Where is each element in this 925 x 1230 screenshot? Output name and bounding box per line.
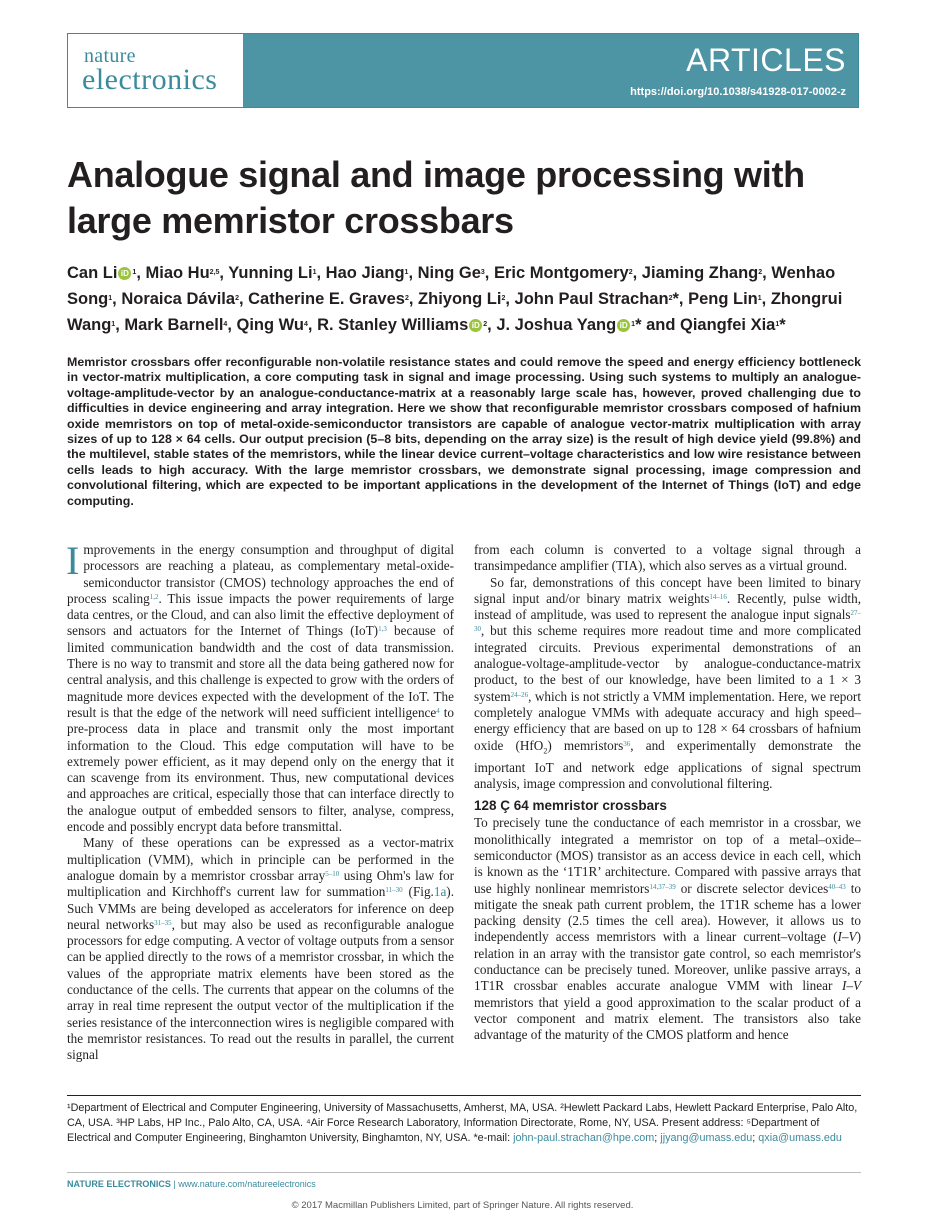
citation[interactable]: 27–30 <box>474 609 861 634</box>
citation[interactable]: 36 <box>623 739 631 748</box>
paragraph: So far, demonstrations of this concept have been limited to binary signal input and/or binary matrix weights$^{14-16}$. Recently, pulse width, instead of amplitude, was used to represent the analogue input signals$^{27-30}$, but this scheme requires more readout time and more complicated integrated circuits. Previous experimental demonstrations of an analogue-voltage-amplitude-vector by analogue-conductance-matrix product, to the best of our knowledge, have been limited to a 1 × 3 system$^{24-26}$, which is not strictly a VMM implementation. Here, we report completely analogue VMMs with adequate accuracy and high speed–energy efficiency that are based on up to 128 × 64 crossbars of hafnium oxide (HfO$_2$) memristors$^{36}$, and experimentally demonstrate the important IoT and network edge applications of signal spectrum analysis, image compression and convolutional filtering. <box>474 574 861 791</box>
journal-logo <box>68 34 243 107</box>
copyright: © 2017 Macmillan Publishers Limited, part of Springer Nature. All rights reserved. <box>291 1200 634 1211</box>
citation[interactable]: 4 <box>436 706 440 715</box>
paragraph: Improvements in the energy consumption and throughput of digital processors are reaching a plateau, as complementary metal-oxide-semiconductor transistor (CMOS) technology approaches the end of process scaling$^{1,2}$. This issue impacts the power requirements of large data centres, or the Cloud, and can also limit the effective deployment of sensors and actuators for the Internet of Things (IoT)$^{1,3}$ because of limited communication bandwidth and the cost of data transmission. There is no way to transmit and store all the data being gathered now for central analysis, and this challenge is expected to grow with the orders of magnitude more devices expected with the development of the IoT. The result is that the edge of the network will need sufficient intelligence$^4$ to pre-process data in place and transmit only the most important information to the Cloud. This edge computation will have to be extremely power efficient, as it may depend only on the energy that it can scavenge from its environment. Thus, new computational devices and approaches are critical, especially those that can interface directly to the analogue output of embedded sensors to filter, analyse, compress, encode and possibly encrypt data before transmittal. <box>66 538 455 835</box>
email-link[interactable]: jjyang@umass.edu <box>660 1132 753 1145</box>
journal-name: NATURE ELECTRONICS <box>67 1179 171 1189</box>
citation[interactable]: 14–16 <box>709 592 727 601</box>
email-link[interactable]: qxia@umass.edu <box>758 1132 842 1145</box>
orcid-icon[interactable]: iD <box>617 319 630 332</box>
paragraph: Many of these operations can be expressed as a vector-matrix multiplication (VMM), which in principle can be performed in the analogue domain by a memristor crossbar array$^{5-10}$ using Ohm's law for multiplication and Kirchhoff's current law for summation$^{11-30}$ (Fig.1a). Such VMMs are being developed as accelerators for inference on deep neural networks$^{31-35}$, but may also be used as reconfigurable analogue processors for edge computing. A vector of voltage outputs from a sensor can be applied directly to the rows of a memristor crossbar, in which the values of the appropriate matrix elements have been stored as the conductance of the cells. The currents that appear on the columns of the array in real time represent the output vector of the multiplication if the series resistance of the interconnection wires is negligible compared with the memristor resistances. To read out the results in parallel, the current signal <box>67 835 454 1063</box>
figure-link[interactable]: 1a <box>433 884 447 900</box>
brand-line1: nature <box>84 45 136 67</box>
body-column-left <box>66 538 455 1064</box>
doi-link[interactable]: https://doi.org/10.1038/s41928-017-0002-z <box>630 86 846 98</box>
citation[interactable]: 5–10 <box>325 869 340 878</box>
citation[interactable]: 31–35 <box>154 918 172 927</box>
journal-header <box>67 33 859 108</box>
author-list: Can Li iD $^1$, Miao Hu$^{2,5}$, Yunning Li$^1$, Hao Jiang$^1$, Ning Ge$^3$, Eric Montgomery$^2$, Jiaming Zhang$^2$, Wenhao Song$^1$, Noraica Dávila$^2$, Catherine E. Graves$^2$, Zhiyong Li$^2$, John Paul Strachan$^2$*, Peng Lin$^1$, Zhongrui Wang$^1$, Mark Barnell$^4$, Qing Wu$^4$, R. Stanley Williams iD $^2$, J. Joshua Yang iD $^1$* and Qiangfei Xia$^1$* <box>67 264 843 334</box>
orcid-icon[interactable]: iD <box>469 319 482 332</box>
footer-divider <box>67 1172 861 1173</box>
drop-cap: I <box>66 538 80 583</box>
brand-line2: electronics <box>82 63 218 96</box>
paragraph: To precisely tune the conductance of each memristor in a crossbar, we monolithically integrated a memristor on top of a metal–oxide–semiconductor (MOS) transistor as an access device in each cell, which is known as the ‘1T1R’ architecture. Compared with passive arrays that use highly nonlinear memristors$^{14,37-39}$ or discrete selector devices$^{40-43}$ to mitigate the sneak path current problem, the 1T1R scheme has a lower packing density (2.5 times the cell area). However, it allows us to independently access memristors with a linear current–voltage (I–V) relation in an array with the transistor gate control, so each memristor's conductance can be precisely tuned. Moreover, unlike passive arrays, a 1T1R crossbar enables accurate analogue VMM with linear I–V memristors that yield a good approximation to the scalar product of a vector component and matrix element. The transistors also take advantage of the maturity of the CMOS platform and hence <box>474 815 861 1043</box>
abstract: Memristor crossbars offer reconfigurable non-volatile resistance states and could remove the speed and energy efficiency bottleneck in vector-matrix multiplication, a core computing task in signal and image processing. Using such systems to multiply an analogue-voltage-amplitude-vector by an analogue-conductance-matrix at a reasonably large scale has, however, proved challenging due to difficulties in device engineering and array integration. Here we show that reconfigurable memristor crossbars composed of hafnium oxide memristors on top of metal-oxide-semiconductor transistors are capable of analogue vector-matrix multiplication with array sizes of up to 128 × 64 cells. Our output precision (5–8 bits, depending on the array size) is the result of high device yield (99.8%) and the multilevel, stable states of the memristors, while the linear device current–voltage characteristics and low wire resistance between cells leads to high accuracy. With the large memristor crossbars, we demonstrate signal processing, image compression and convolutional filtering, which are expected to be important applications in the development of the Internet of Things (IoT) and edge computing. <box>67 355 861 508</box>
section-heading: 128 Ç 64 memristor crossbars <box>474 798 667 814</box>
citation[interactable]: 1,2 <box>149 592 159 601</box>
section-label: ARTICLES <box>686 42 846 78</box>
citation[interactable]: 11–30 <box>385 886 403 895</box>
paragraph: from each column is converted to a voltage signal through a transimpedance amplifier (TIA), which also serves as a virtual ground. <box>474 542 861 574</box>
affiliations: ¹Department of Electrical and Computer Engineering, University of Massachusetts, Amherst, MA, USA. ²Hewlett Packard Labs, Hewlett Packard Enterprise, Palo Alto, CA, USA. ³HP Labs, HP Inc., Palo Alto, CA, USA. ⁴Air Force Research Laboratory, Information Directorate, Rome, NY, USA. Present address: ⁵Department of Electrical and Computer Engineering, Binghamton University, Binghamton, NY, USA. *e-mail: john-paul.strachan@hpe.com; jjyang@umass.edu; qxia@umass.edu <box>67 1102 858 1145</box>
citation[interactable]: 14,37–39 <box>649 882 676 891</box>
orcid-icon[interactable]: iD <box>118 267 131 280</box>
citation[interactable]: 1,3 <box>378 625 387 634</box>
citation[interactable]: 24–26 <box>510 690 529 699</box>
article-title: Analogue signal and image processing with large memristor crossbars <box>67 154 805 241</box>
footnote-divider <box>67 1095 861 1096</box>
journal-url[interactable]: www.nature.com/natureelectronics <box>178 1179 316 1189</box>
body-column-right <box>474 542 861 1044</box>
email-link[interactable]: john-paul.strachan@hpe.com <box>513 1132 655 1145</box>
header-bar <box>243 34 858 107</box>
journal-footer: NATURE ELECTRONICS | www.nature.com/natureelectronics <box>67 1179 316 1189</box>
citation[interactable]: 40–43 <box>828 882 846 891</box>
